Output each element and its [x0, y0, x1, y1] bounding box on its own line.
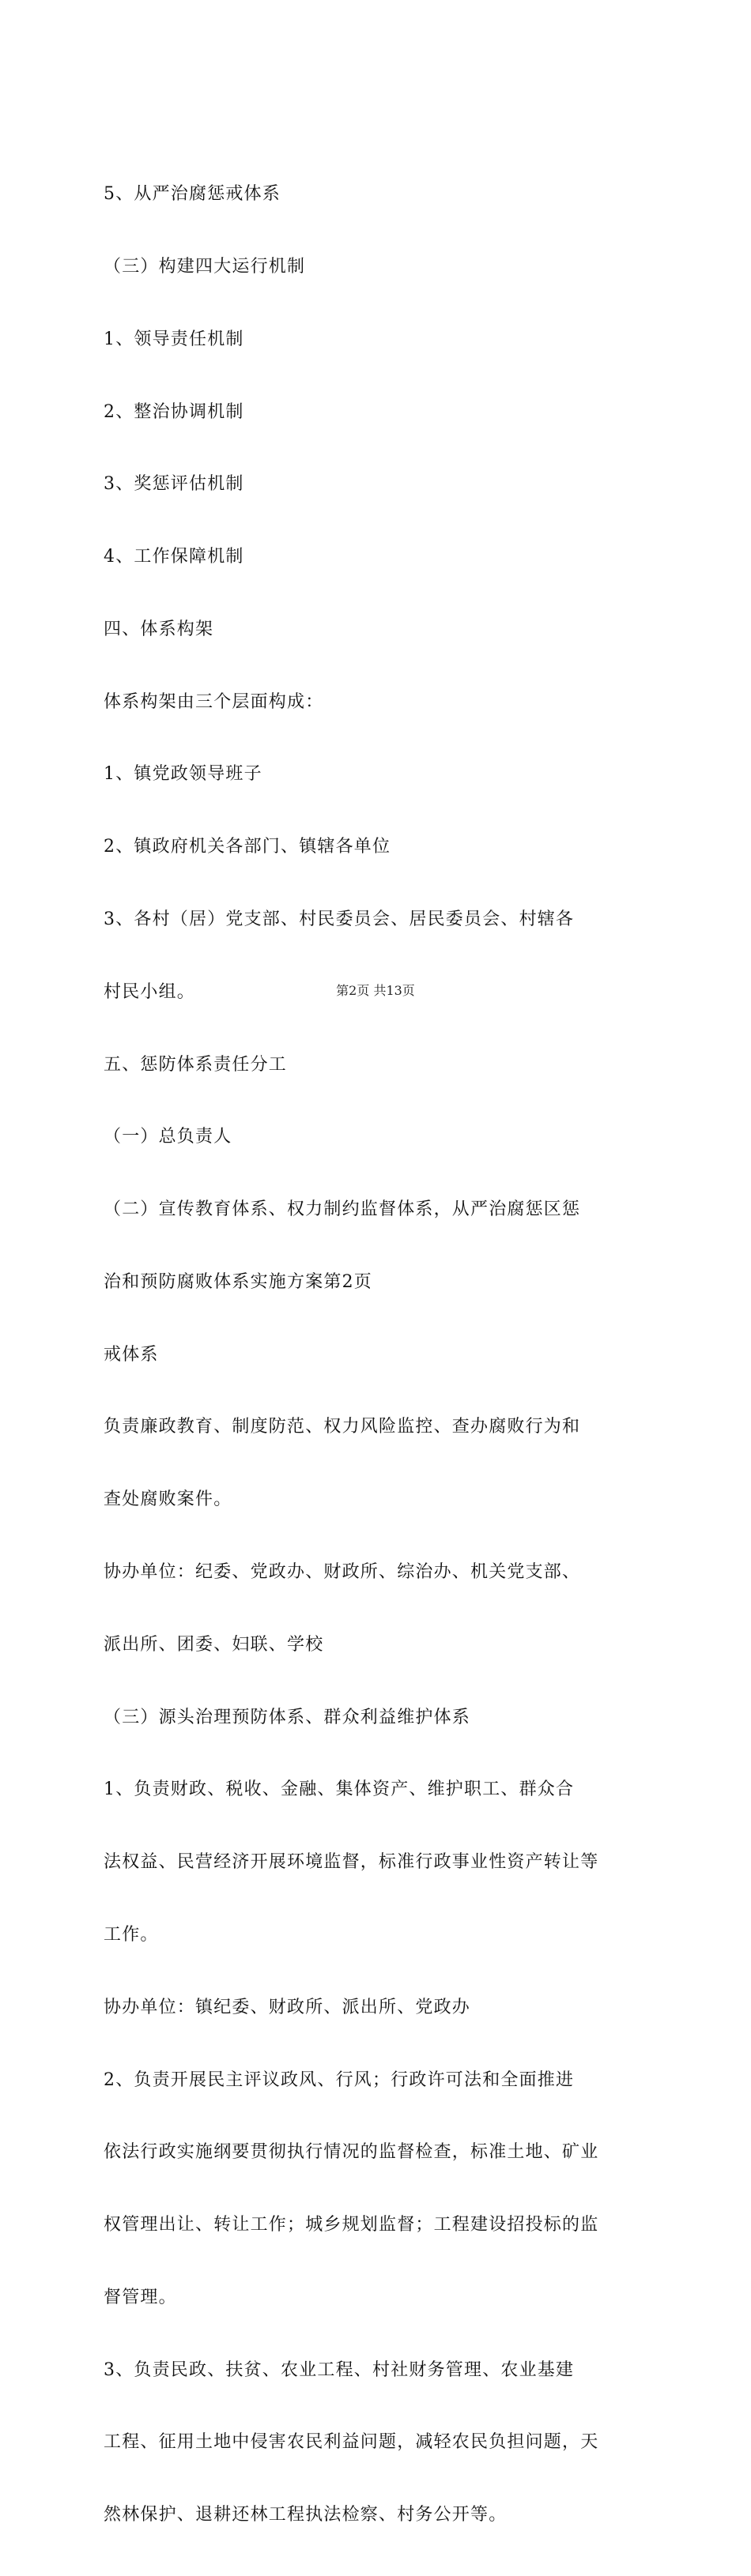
text-line: 负责廉政教育、制度防范、权力风险监控、查办腐败行为和 — [104, 1417, 581, 1437]
text-line: 1、镇党政领导班子 — [104, 764, 262, 785]
text-line: 1、领导责任机制 — [104, 329, 244, 349]
text-line: 2、整治协调机制 — [104, 401, 244, 422]
text-line: 3、负责民政、扶贫、农业工程、村社财务管理、农业基建 — [104, 2359, 575, 2380]
text-line: 权管理出让、转让工作；城乡规划监督；工程建设招投标的监 — [104, 2215, 599, 2235]
text-line: 工作。 — [104, 1924, 159, 1945]
text-line: （三）构建四大运行机制 — [104, 256, 306, 277]
text-line: 协办单位：镇纪委、财政所、派出所、党政办 — [104, 1997, 471, 2017]
text-line: 协办单位：纪委、党政办、财政所、综治办、机关党支部、 — [104, 1562, 581, 1583]
text-line: 依法行政实施纲要贯彻执行情况的监督检查，标准土地、矿业 — [104, 2142, 599, 2163]
page-number-footer: 第2页 共13页 — [336, 983, 415, 998]
text-line: 4、工作保障机制 — [104, 547, 244, 567]
text-line: （三）源头治理预防体系、群众利益维护体系 — [104, 1707, 471, 1727]
text-line: 治和预防腐败体系实施方案第2页 — [104, 1271, 372, 1292]
text-line: 2、负责开展民主评议政风、行风；行政许可法和全面推进 — [104, 2069, 575, 2090]
text-line: 督管理。 — [104, 2287, 177, 2307]
text-line: 派出所、团委、妇联、学校 — [104, 1634, 324, 1655]
document-body — [104, 134, 657, 2576]
text-line: 2、镇政府机关各部门、镇辖各单位 — [104, 837, 391, 857]
text-line: 1、负责财政、税收、金融、集体资产、维护职工、群众合 — [104, 1779, 575, 1800]
text-line: 村民小组。 — [104, 981, 196, 1002]
section-heading: 四、体系构架 — [104, 619, 214, 639]
text-line: 然林保护、退耕还林工程执法检察、村务公开等。 — [104, 2505, 508, 2525]
text-line: 5、从严治腐惩戒体系 — [104, 184, 281, 205]
section-heading: 五、惩防体系责任分工 — [104, 1054, 288, 1075]
text-line: 工程、征用土地中侵害农民利益问题，减轻农民负担问题，天 — [104, 2432, 599, 2453]
text-line: 戒体系 — [104, 1344, 159, 1365]
text-line: （一）总负责人 — [104, 1127, 232, 1147]
text-line: 法权益、民营经济开展环境监督，标准行政事业性资产转让等 — [104, 1852, 599, 1873]
text-line: 3、各村（居）党支部、村民委员会、居民委员会、村辖各 — [104, 910, 575, 929]
text-line: （二）宣传教育体系、权力制约监督体系，从严治腐惩区惩 — [104, 1199, 581, 1220]
text-line: 查处腐败案件。 — [104, 1489, 232, 1510]
text-line: 3、奖惩评估机制 — [104, 474, 244, 495]
text-line: 体系构架由三个层面构成： — [104, 691, 324, 712]
